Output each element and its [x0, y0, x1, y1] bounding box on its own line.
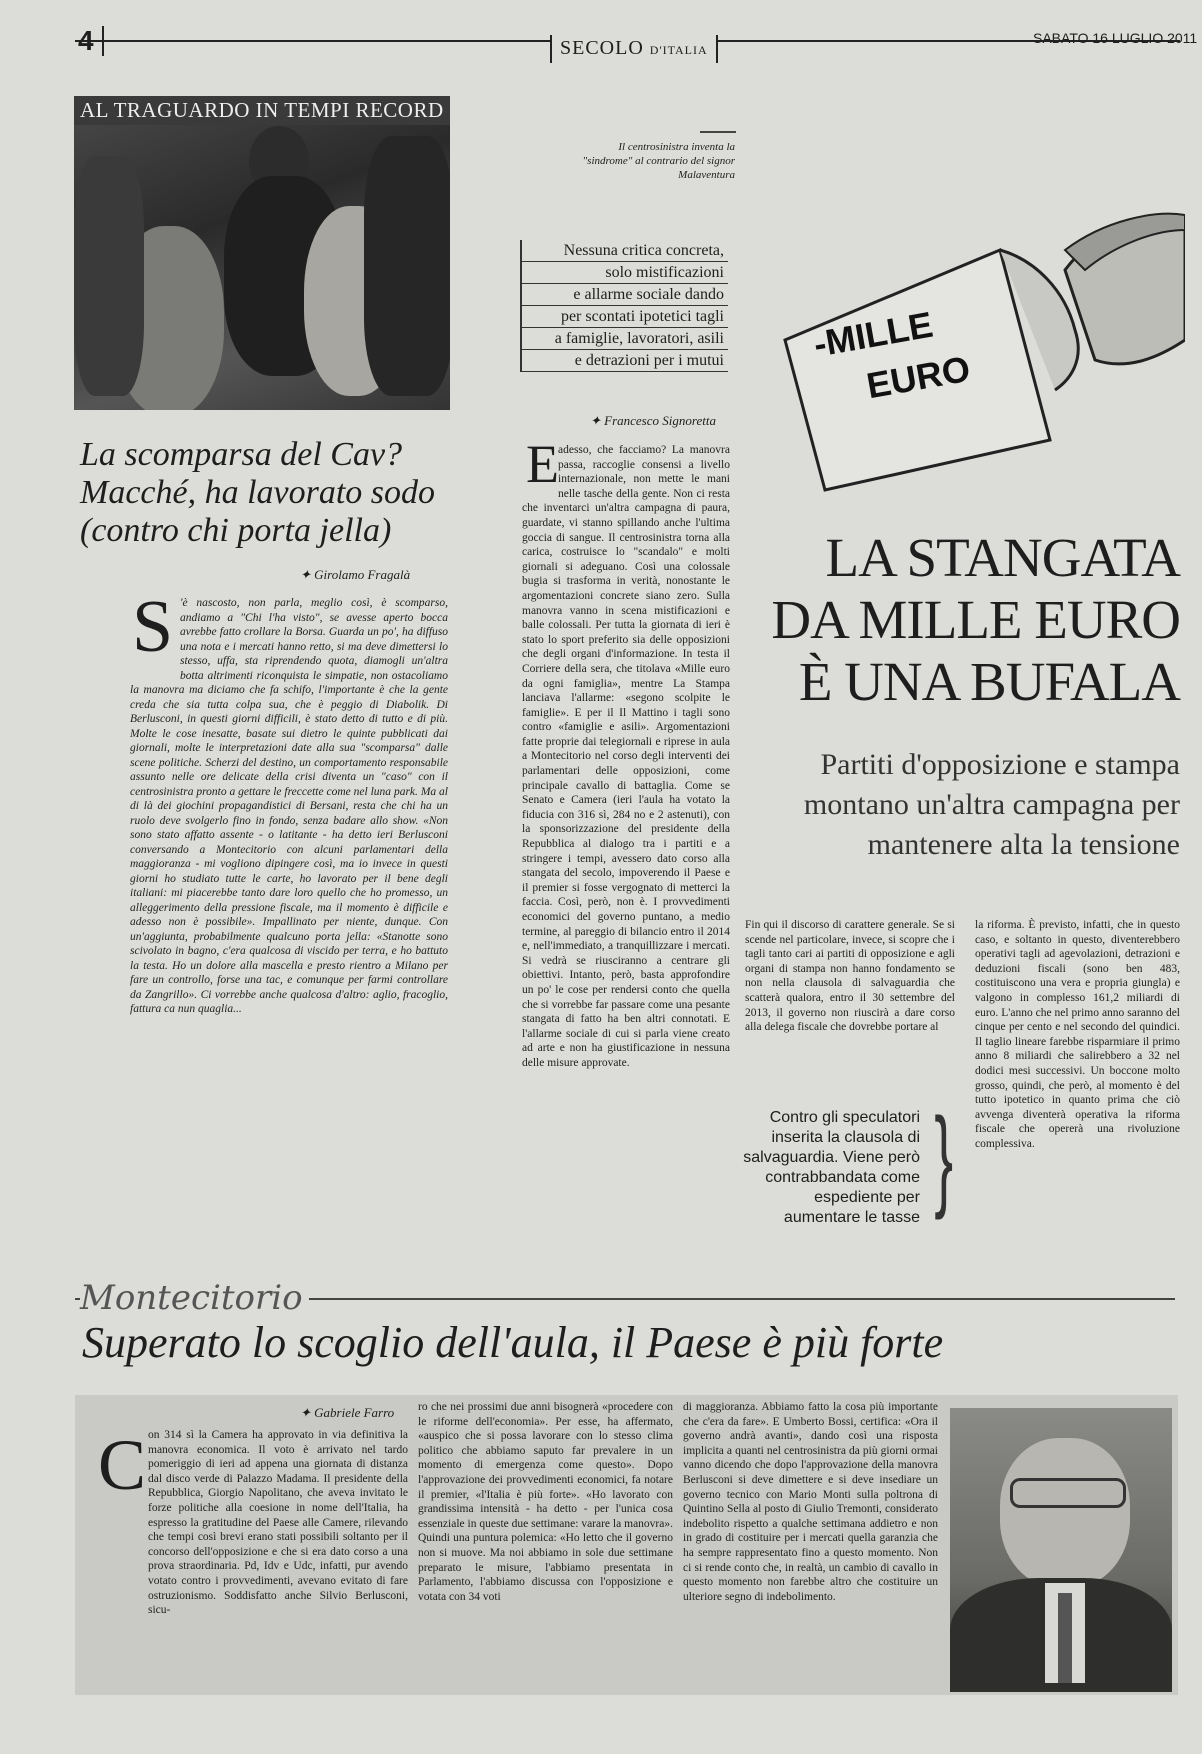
- subhead-line: solo mistificazioni: [520, 262, 728, 284]
- article-title: Superato lo scoglio dell'aula, il Paese è più forte: [82, 1318, 944, 1367]
- section-kicker: Montecitorio: [80, 1278, 309, 1318]
- article-body-text: 'è nascosto, non parla, meglio così, è scomparso, andiamo a "Chi l'ha visto", se avesse aperto bocca avrebbe fatto crollare la Borsa. Guarda un po', ha diffuso una nota e i mercati hanno retto, si ma deve dimettersi lo stesso, uffa, sta riprendendo quota, diamogli un'altra botta altrimenti riconquista le simpatie, non ostacoliamo la manovra ma diciamo che fa schifo, l'importante è che la gente creda che sia tutta colpa sua, che è peggio di Diabolik. Di Berlusconi, in questi giorni difficili, è stato detto di tutto e di più. Molte le cose inesatte, basate sui dietro le quinte pubblicati dai giornali, molte le interpretazioni date alla sua "scomparsa" dalle scene politiche. Scherzi del destino, un comportamento responsabile assunto nelle ore delicate della crisi diventa un "caso" con il centrosinistra pronto a gettare le freccette come nel luna park. Ma al di là dei giochini propagandistici di Bersani, resta che chi ha un ruolo deve svolgerlo fino in fondo, senza badare allo show. «Non sono stato affatto assente - o latitante - ha detto ieri Berlusconi conversando a Montecitorio con alcuni parlamentari della maggioranza - mi vogliono dipingere così, ma io invece in questi giorni ho studiato tutte le carte, ho lavorato per il bene degli italiani: mi piacerebbe tanto dare loro quello che ho promesso, un alleggerimento della pressione fiscale, ma il momento è difficile e adesso non è possibile». Impallinato per niente, dunque. Con un'aggiunta, probabilmente qualcuno porta jella: «Stanotte sono scivolato in bagno, c'era qualcosa di viscido per terra, e ho battuto la testa. Ho un dolore alla mascella e presto rientro a Milano per fare un controllo, forse una tac, e comunque per farmi controllare da Zangrillo». Ci vorrebbe anche qualcosa d'altro: aglio, fracoglio, fattura ca nun quaglia...: [130, 597, 448, 1015]
- article-column: ro che nei prossimi due anni bisognerà «procedere con le riforme dell'economia». Per esse, ha affermato, «auspico che si possa lavorare con lo stesso clima politico che abbiamo saputo far prevalere in un momento di emergenza come questo». Dopo l'approvazione dei provvedimenti economici, fa notare il premier, «l'Italia è più forte». «Ho lavorato con grandissima intensità - ha detto - per l'unica cosa essenziale in queste due settimane: varare la manovra». Quindi una puntura polemica: «Ho letto che il governo non si muove. Ma noi abbiamo in sole due settimane preparato le misure, l'abbiamo presentata in Parlamento, l'abbiamo discussa con l'opposizione e votata con 34 voti: [418, 1401, 673, 1603]
- article-byline: ✦ Girolamo Fragalà: [300, 567, 411, 582]
- masthead-suffix: D'ITALIA: [649, 43, 708, 57]
- article-title: La scomparsa del Cav? Macché, ha lavorato sodo (contro chi porta jella): [80, 436, 436, 549]
- article-column: Fin qui il discorso di carattere generale. Se si scende nel particolare, invece, si scopre che i tagli tanto cari ai partiti di opposizione e agli organi di stampa non hanno fondamento se non nella clausola di salvaguardia che scatterà qualora, entro il 30 settembre del 2013, il governo non riuscirà a dare corso alla delega fiscale che dovrebbe portare al: [745, 919, 955, 1034]
- masthead-name: SECOLO: [560, 37, 644, 59]
- issue-date: SABATO 16 LUGLIO 2011: [1033, 30, 1198, 46]
- article-byline: ✦ Francesco Signoretta: [590, 413, 716, 428]
- photo-caption: Il centrosinistra inventa la "sindrome" al contrario del signor Malaventura: [582, 141, 735, 181]
- headline-line: DA MILLE EURO: [771, 589, 1180, 650]
- subhead-line: e detrazioni per i mutui: [520, 350, 728, 372]
- headline-line: LA STANGATA: [825, 527, 1180, 588]
- article-body-text: adesso, che facciamo? La manovra passa, raccoglie consensi a livello internazionale, non mette le mani nelle tasche della gente. Non ci resta che inventarci un'altra campagna di paura, guardate, vi stanno spillando anche l'ultima goccia di sangue. Il centrosinistra torna alla carica, costruisce lo "scandalo" e molti giornali si adeguano. Così una colossale bugia si trasforma in verità, nonostante le argomentazioni concrete siano zero. Sulla manovra vanno in scena mistificazioni e balle colossali. Per tutta la giornata di ieri è stato lo sport preferito sia delle opposizioni che degli organi d'informazione. In testa il Corriere della sera, che titolava «Mille euro da ogni famiglia», mentre La Stampa lanciava l'allarme: «segono scolpite le famiglie». E per il Il Mattino i tagli sono contro «famiglie e asili». Argomentazioni fatte proprie dai telegiornali e riprese in aula a Montecitorio nel corso degli interventi dei parlamentari delle opposizioni, come principale cavallo di battaglia. Come se Senato e Camera (ieri l'aula ha votato la fiducia con 316 sì, 284 no e 2 astenuti), con la sponsorizzazione del presidente della Repubblica al dialogo tra i partiti e a stringere i tempi, avessero dato corso alla stangata del secolo, impoverendo il Paese e il premier si fosse vergognato di metterci la faccia. Così, però, non è. I provvedimenti economici del governo puntano, a medio termine, al pareggio di bilancio entro il 2014 e, nell'immediato, a tranquillizzare i mercati. Si vedrà se riusciranno a centrare gli obiettivi. Intanto, però, basta approfondire un po' le cose per rendersi conto che quella che si vorrebbe far passare come una pesante stangata di fatto ha ben altri connotati. E l'allarme sociale di cui si parla viene creato ad arte e non ha giustificazione in nessuna delle misure approvate.: [522, 444, 730, 1069]
- article-body: [130, 596, 448, 1017]
- napolitano-photo: [950, 1408, 1172, 1692]
- sign-text: EURO: [863, 347, 974, 407]
- subhead-line: Nessuna critica concreta,: [520, 240, 728, 262]
- drop-cap: E: [526, 434, 559, 494]
- article-byline: ✦ Gabriele Farro: [300, 1405, 395, 1420]
- article-column: on 314 sì la Camera ha approvato in via definitiva la manovra economica. Il voto è arrivato nel tardo pomeriggio di ieri ad appena una giornata di distanza dal disco verde di Palazzo Madama. Il presidente della Repubblica, Giorgio Napolitano, che aveva invitato le forze politiche alla coesione in nome dell'Italia, ha espresso la gratitudine del Paese alle Camere, rilevando che tempi così brevi erano stati possibili soltanto per il concorso dell'opposizione e che si era dato corso a una prova straordinaria. Pd, Idv e Udc, infatti, pur avendo votato contro i provvedimenti, avevano evitato di fare ostruzionismo. Soddisfatto anche Silvio Berlusconi, sicu-: [148, 1429, 408, 1617]
- drop-cap: C: [98, 1425, 147, 1505]
- subhead-box: [520, 240, 728, 372]
- pull-quote: Contro gli speculatori inserita la clausola di salvaguardia. Viene però contrabbandata come espediente per aumentare le tasse: [743, 1109, 920, 1226]
- headline-line: È UNA BUFALA: [798, 651, 1180, 712]
- headline-deck: Partiti d'opposizione e stampa montano un'altra campagna per mantenere alta la tensione: [803, 748, 1180, 861]
- article-column: di maggioranza. Abbiamo fatto la cosa più importante che c'era da fare». E Umberto Bossi, certifica: «Ora il governo andrà avanti», dando così una risposta implicita a quanti nel centrosinistra da più giorni ormai vanno dicendo che dopo l'approvazione della manovra Berlusconi si deve dimettere e si deve insediare un governo tecnico con Mario Monti sulla poltrona di Quintino Sella al posto di Giulio Tremonti, considerato indebolito rispetto a qualche settimana addietro e non in grado di costituire per i mercati quella garanzia che ha sempre rappresentato fino a questo momento. Non ci si rende conto che, in realtà, un cambio di cavallo in questo momento non farebbe altro che costituire un ulteriore segno di indebolimento.: [683, 1401, 938, 1603]
- page-number: 4: [78, 26, 104, 56]
- subhead-line: a famiglie, lavoratori, asili: [520, 328, 728, 350]
- berlusconi-photo: [74, 96, 450, 410]
- drop-cap: S: [132, 586, 174, 668]
- sign-text: -MILLE: [810, 303, 936, 365]
- photo-kicker: AL TRAGUARDO IN TEMPI RECORD: [74, 96, 450, 125]
- main-headline: [745, 527, 1180, 713]
- subhead-line: per scontati ipotetici tagli: [520, 306, 728, 328]
- brace-ornament: }: [934, 1095, 954, 1220]
- article-column: la riforma. È previsto, infatti, che in questo caso, e soltanto in questo, diventerebbero operativi tagli ad agevolazioni, detrazioni e deduzioni fiscali (sono ben 483, costituiscono una vera e propria giungla) e valgono in complesso 161,2 miliardi di euro. L'anno che nel primo anno saranno del cinque per cento e nel secondo del quindici. Il taglio lineare farebbe risparmiare il primo anno 8 miliardi che salirebbero a 32 nel dodici mesi successivi. Un boccone molto grosso, quindi, che però, al momento è del tutto ipotetico in quanto prima che ciò avvenga diventerà operativa la riforma fiscale che opererà una rivoluzione complessiva.: [975, 919, 1180, 1150]
- hand-holding-sign-illustration: [765, 210, 1185, 510]
- masthead: [550, 35, 718, 63]
- article-body: [522, 443, 730, 1071]
- subhead-line: e allarme sociale dando: [520, 284, 728, 306]
- caption-rule: [700, 131, 736, 133]
